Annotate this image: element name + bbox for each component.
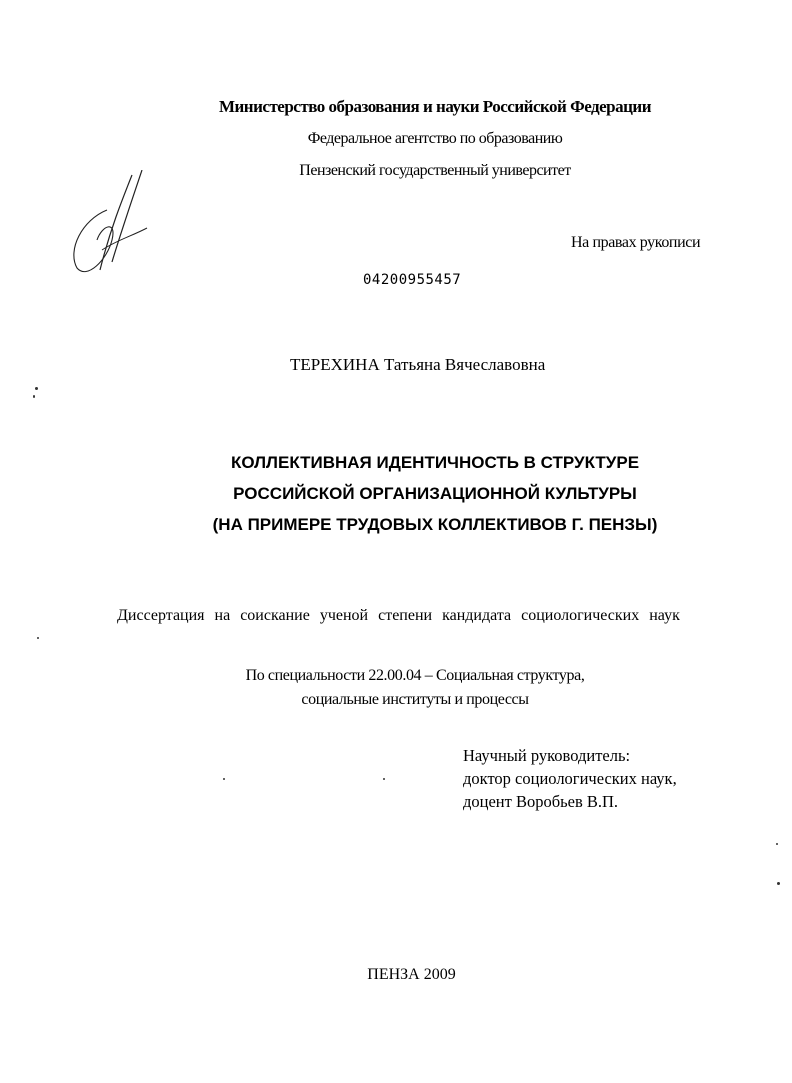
scan-speck	[33, 395, 35, 398]
advisor-block	[463, 744, 677, 813]
dissertation-title	[0, 447, 792, 540]
author-name: ТЕРЕХИНА Татьяна Вячеславовна	[290, 355, 546, 374]
scan-speck	[777, 882, 780, 885]
city-year: ПЕНЗА 2009	[367, 966, 456, 983]
advisor-degree: доктор социологических наук,	[463, 769, 677, 788]
agency-heading: Федеральное агентство по образованию	[307, 130, 563, 147]
scan-speck	[37, 637, 39, 639]
dissertation-description: Диссертация на соискание ученой степени кандидата социологических наук	[117, 607, 680, 624]
advisor-label: Научный руководитель:	[463, 746, 631, 765]
advisor-name: доцент Воробьев В.П.	[463, 792, 619, 811]
ministry-heading: Министерство образования и науки Российской Федерации	[218, 97, 652, 116]
title-line: (НА ПРИМЕРЕ ТРУДОВЫХ КОЛЛЕКТИВОВ Г. ПЕНЗЫ)	[212, 515, 658, 534]
signature-icon	[62, 170, 152, 280]
scan-speck	[35, 387, 38, 390]
registration-number: 04200955457	[363, 272, 462, 288]
specialty-line: социальные институты и процессы	[301, 691, 529, 708]
specialty-line: По специальности 22.00.04 – Социальная структура,	[245, 667, 585, 684]
title-line: КОЛЛЕКТИВНАЯ ИДЕНТИЧНОСТЬ В СТРУКТУРЕ	[230, 453, 640, 472]
scan-speck	[776, 843, 778, 845]
specialty-block	[0, 664, 792, 712]
scan-speck	[383, 778, 385, 780]
scan-speck	[223, 778, 225, 780]
university-heading: Пензенский государственный университет	[299, 162, 571, 179]
title-line: РОССИЙСКОЙ ОРГАНИЗАЦИОННОЙ КУЛЬТУРЫ	[233, 484, 637, 503]
manuscript-note: На правах рукописи	[571, 234, 701, 251]
